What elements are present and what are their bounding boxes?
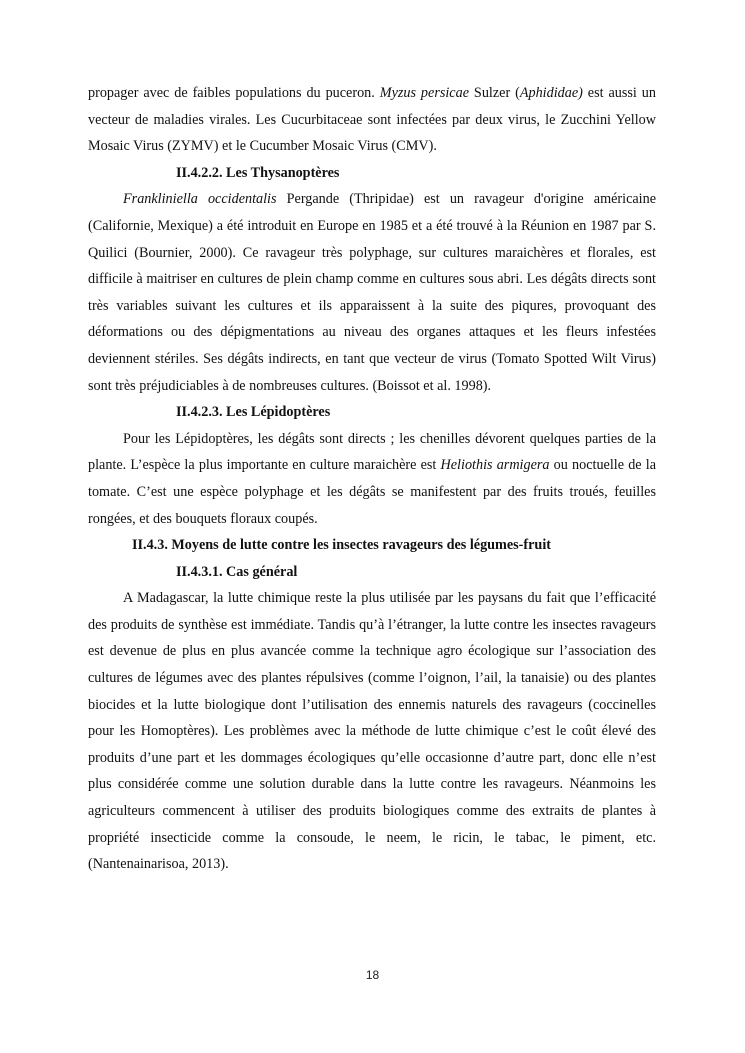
- page-number: 18: [365, 968, 380, 982]
- heading-thysanopteres: II.4.2.2. Les Thysanoptères: [176, 164, 340, 181]
- species-name: Frankliniella occidentalis: [123, 191, 277, 208]
- heading-lepidopteres: II.4.2.3. Les Lépidoptères: [176, 404, 331, 421]
- species-name: Heliothis armigera: [440, 457, 550, 474]
- paragraph-lepidopteres: Pour les Lépidoptères, les dégâts sont directs ; les chenilles dévorent quelques parties de la plante. L’espèce la plus importante en culture maraichère est Heliothis armigera ou noctuelle de la tomate. C’est une espèce polyphage et les dégâts se manifestent par des fruits troués, feuilles rongées, et des bouquets floraux coupés.: [88, 430, 657, 527]
- heading-moyens-de-lutte: II.4.3. Moyens de lutte contre les insectes ravageurs des légumes-fruit: [132, 537, 551, 554]
- family-name: Aphididae): [519, 85, 583, 101]
- species-name: Myzus persicae: [379, 85, 469, 101]
- document-page: [88, 80, 656, 878]
- paragraph-puceron: propager avec de faibles populations du puceron. Myzus persicae Sulzer (Aphididae) est aussi un vecteur de maladies virales. Les Cucurbitaceae sont infectées par deux virus, le Zucchini Yellow Mosaic Virus (ZYMV) et le Cucumber Mosaic Virus (CMV).: [88, 85, 656, 155]
- paragraph-thysanopteres: Frankliniella occidentalis Pergande (Thripidae) est un ravageur d'origine américaine (Californie, Mexique) a été introduit en Europe en 1985 et a été trouvé à la Réunion en 1987 par S. Quilici (Bournier, 2000). Ce ravageur très polyphage, sur cultures maraichères et florales, est difficile à maitriser en cultures de plein champ comme en cultures sous abri. Les dégâts directs sont très variables suivant les cultures et ils apparaissent à la suite des piqures, provoquant des déformations ou des dépigmentations au niveau des organes attaques et les fleurs infestées deviennent stériles. Ses dégâts indirects, en tant que vecteur de virus (Tomato Spotted Wilt Virus) sont très préjudiciables à de nombreuses cultures. (Boissot et al. 1998).: [88, 191, 657, 394]
- paragraph-cas-general: A Madagascar, la lutte chimique reste la plus utilisée par les paysans du fait que l’efficacité des produits de synthèse est immédiate. Tandis qu’à l’étranger, la lutte contre les insectes ravageurs est devenue de plus en plus avancée comme la technique agro écologique sur l’association des cultures de légumes avec des plantes répulsives (comme l’oignon, l’ail, la tanaisie) ou des plantes biocides et la lutte biologique dont l’utilisation des ennemis naturels des ravageurs (coccinelles pour les Homoptères). Les problèmes avec la méthode de lutte chimique c’est le coût élevé des produits d’une part et les dommages écologiques qu’elle occasionne d’autre part, donc elle n’est plus considérée comme une solution durable dans la lutte contre les ravageurs. Néanmoins les agriculteurs commencent à utiliser des produits biologiques comme des extraits de plantes à propriété insecticide comme la consoude, le neem, le ricin, le tabac, le piment, etc. (Nantenainarisoa, 2013).: [88, 590, 656, 873]
- heading-cas-general: II.4.3.1. Cas général: [176, 563, 298, 580]
